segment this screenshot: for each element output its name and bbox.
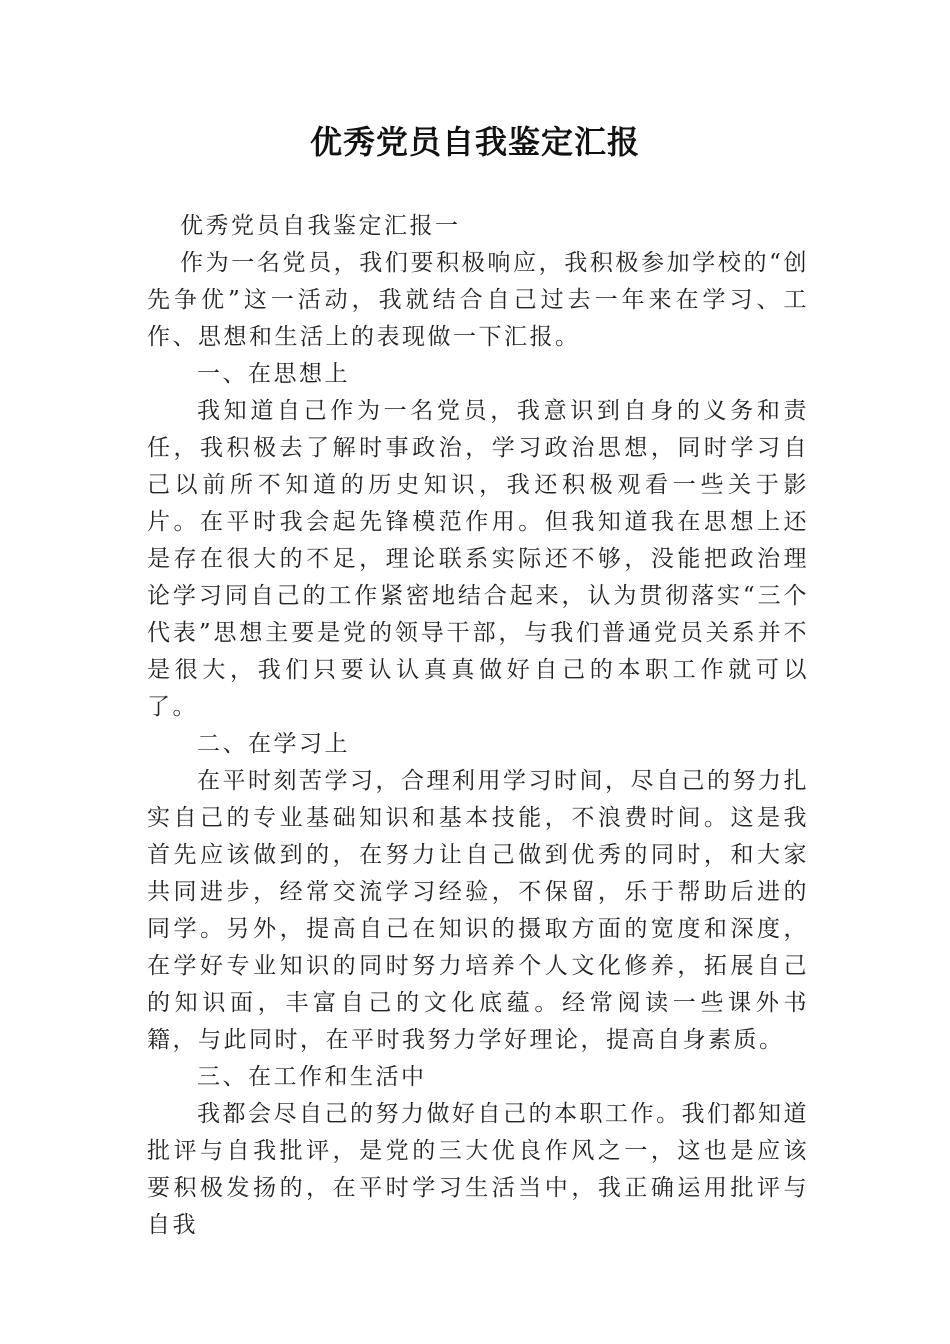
thought-paragraph: 我知道自己作为一名党员，我意识到自身的义务和责任，我积极去了解时事政治，学习政治思想，同时学习自己以前所不知道的历史知识，我还积极观看一些关于影片。在平时我会起先锋模范作用。但我知道我在思想上还是存在很大的不足，理论联系实际还不够，没能把政治理论学习同自己的工作紧密地结合起来，认为贯彻落实“三个代表”思想主要是党的领导干部，与我们普通党员关系并不是很大，我们只要认认真真做好自己的本职工作就可以了。 [147, 398, 809, 720]
document-body [147, 208, 809, 1244]
section-heading-study: 二、在学习上 [197, 731, 350, 757]
section-heading-work-life: 三、在工作和生活中 [197, 1064, 427, 1090]
intro-paragraph: 作为一名党员，我们要积极响应，我积极参加学校的“创先争优”这一活动，我就结合自己过去一年来在学习、工作、思想和生活上的表现做一下汇报。 [147, 250, 809, 350]
study-paragraph: 在平时刻苦学习，合理利用学习时间，尽自己的努力扎实自己的专业基础知识和基本技能，不浪费时间。这是我首先应该做到的，在努力让自己做到优秀的同时，和大家共同进步，经常交流学习经验，不保留，乐于帮助后进的同学。另外，提高自己在知识的摄取方面的宽度和深度，在学好专业知识的同时努力培养个人文化修养，拓展自己的知识面，丰富自己的文化底蕴。经常阅读一些课外书籍，与此同时，在平时我努力学好理论，提高自身素质。 [147, 768, 809, 1053]
subtitle-paragraph: 优秀党员自我鉴定汇报一 [180, 213, 461, 239]
work-life-paragraph: 我都会尽自己的努力做好自己的本职工作。我们都知道批评与自我批评，是党的三大优良作风之一，这也是应该要积极发扬的，在平时学习生活当中，我正确运用批评与自我 [147, 1101, 809, 1238]
section-heading-thought: 一、在思想上 [197, 361, 350, 387]
document-title: 优秀党员自我鉴定汇报 [309, 123, 640, 161]
